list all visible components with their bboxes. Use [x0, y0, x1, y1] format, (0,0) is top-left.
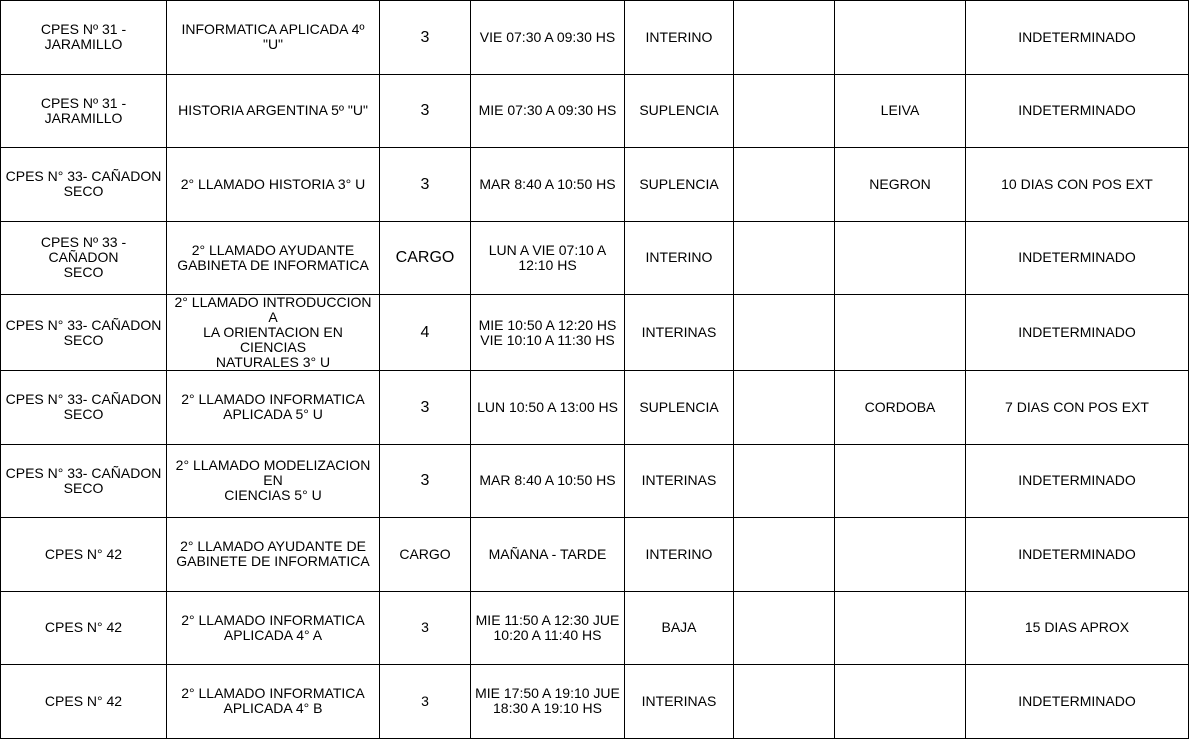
status-cell: SUPLENCIA [625, 371, 734, 445]
teacher-cell [835, 518, 966, 592]
subject-cell: 2° LLAMADO HISTORIA 3° U [167, 148, 380, 222]
teacher-cell: CORDOBA [835, 371, 966, 445]
school-cell: CPES Nº 31 - JARAMILLO [1, 74, 167, 148]
status-cell: INTERINO [625, 1, 734, 75]
status-cell: INTERINO [625, 518, 734, 592]
subject-cell: 2° LLAMADO AYUDANTE DE GABINETE DE INFORMATICA [167, 518, 380, 592]
schedule-cell: VIE 07:30 A 09:30 HS [471, 1, 625, 75]
status-cell: INTERINAS [625, 444, 734, 518]
school-cell: CPES N° 42 [1, 591, 167, 665]
table-row [1, 148, 1189, 222]
empty-cell [734, 444, 835, 518]
teacher-cell [835, 295, 966, 371]
teacher-cell: LEIVA [835, 74, 966, 148]
schedule-cell: MAR 8:40 A 10:50 HS [471, 148, 625, 222]
empty-cell [734, 148, 835, 222]
duration-cell: INDETERMINADO [966, 221, 1189, 295]
status-cell: INTERINAS [625, 295, 734, 371]
school-cell: CPES N° 33- CAÑADON SECO [1, 444, 167, 518]
empty-cell [734, 74, 835, 148]
schedule-cell: MAR 8:40 A 10:50 HS [471, 444, 625, 518]
status-cell: SUPLENCIA [625, 148, 734, 222]
school-cell: CPES N° 42 [1, 518, 167, 592]
schedule-cell: MIE 17:50 A 19:10 JUE 18:30 A 19:10 HS [471, 665, 625, 739]
schedule-cell: MIE 11:50 A 12:30 JUE 10:20 A 11:40 HS [471, 591, 625, 665]
table-row [1, 74, 1189, 148]
teacher-cell: NEGRON [835, 148, 966, 222]
table-row [1, 221, 1189, 295]
teacher-cell [835, 665, 966, 739]
subject-cell: 2° LLAMADO INFORMATICA APLICADA 4° B [167, 665, 380, 739]
teacher-cell [835, 591, 966, 665]
schedule-cell: MIE 10:50 A 12:20 HS VIE 10:10 A 11:30 HS [471, 295, 625, 371]
duration-cell: INDETERMINADO [966, 444, 1189, 518]
table-row [1, 665, 1189, 739]
teacher-cell [835, 1, 966, 75]
hours-cell: 4 [380, 295, 471, 371]
school-cell: CPES Nº 33 - CAÑADON SECO [1, 221, 167, 295]
hours-cell: 3 [380, 148, 471, 222]
schedule-cell: LUN A VIE 07:10 A 12:10 HS [471, 221, 625, 295]
subject-cell: 2° LLAMADO MODELIZACION EN CIENCIAS 5° U [167, 444, 380, 518]
status-cell: INTERINO [625, 221, 734, 295]
table-row [1, 444, 1189, 518]
hours-cell: 3 [380, 444, 471, 518]
subject-cell: 2° LLAMADO AYUDANTE GABINETA DE INFORMATICA [167, 221, 380, 295]
table-row [1, 1, 1189, 75]
duration-cell: 10 DIAS CON POS EXT [966, 148, 1189, 222]
table-row [1, 518, 1189, 592]
duration-cell: 15 DIAS APROX [966, 591, 1189, 665]
schedule-cell: LUN 10:50 A 13:00 HS [471, 371, 625, 445]
school-cell: CPES N° 33- CAÑADON SECO [1, 371, 167, 445]
status-cell: SUPLENCIA [625, 74, 734, 148]
subject-cell: 2° LLAMADO INFORMATICA APLICADA 5° U [167, 371, 380, 445]
teacher-cell [835, 221, 966, 295]
table-row [1, 295, 1189, 371]
duration-cell: INDETERMINADO [966, 1, 1189, 75]
duration-cell: INDETERMINADO [966, 295, 1189, 371]
status-cell: BAJA [625, 591, 734, 665]
subject-cell: HISTORIA ARGENTINA 5º "U" [167, 74, 380, 148]
subject-cell: 2° LLAMADO INTRODUCCION A LA ORIENTACION EN CIENCIAS NATURALES 3° U [167, 295, 380, 371]
school-cell: CPES N° 33- CAÑADON SECO [1, 148, 167, 222]
schedule-cell: MAÑANA - TARDE [471, 518, 625, 592]
school-cell: CPES Nº 31 - JARAMILLO [1, 1, 167, 75]
hours-cell: CARGO [380, 518, 471, 592]
empty-cell [734, 295, 835, 371]
school-cell: CPES N° 42 [1, 665, 167, 739]
empty-cell [734, 665, 835, 739]
duration-cell: 7 DIAS CON POS EXT [966, 371, 1189, 445]
hours-cell: CARGO [380, 221, 471, 295]
empty-cell [734, 1, 835, 75]
subject-cell: INFORMATICA APLICADA 4º "U" [167, 1, 380, 75]
empty-cell [734, 518, 835, 592]
empty-cell [734, 221, 835, 295]
hours-cell: 3 [380, 1, 471, 75]
duration-cell: INDETERMINADO [966, 74, 1189, 148]
empty-cell [734, 371, 835, 445]
schedule-cell: MIE 07:30 A 09:30 HS [471, 74, 625, 148]
table-row [1, 591, 1189, 665]
duration-cell: INDETERMINADO [966, 518, 1189, 592]
hours-cell: 3 [380, 74, 471, 148]
table-row [1, 371, 1189, 445]
table-body [1, 1, 1189, 739]
hours-cell: 3 [380, 591, 471, 665]
empty-cell [734, 591, 835, 665]
subject-cell: 2° LLAMADO INFORMATICA APLICADA 4° A [167, 591, 380, 665]
hours-cell: 3 [380, 665, 471, 739]
duration-cell: INDETERMINADO [966, 665, 1189, 739]
school-cell: CPES N° 33- CAÑADON SECO [1, 295, 167, 371]
status-cell: INTERINAS [625, 665, 734, 739]
hours-cell: 3 [380, 371, 471, 445]
teacher-cell [835, 444, 966, 518]
